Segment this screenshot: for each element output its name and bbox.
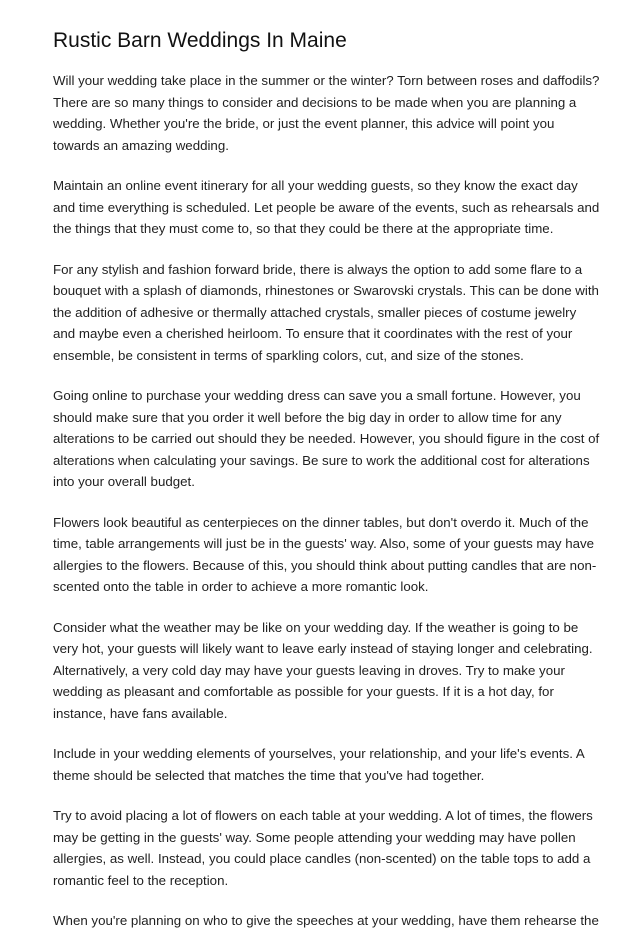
paragraph-line: into your overall budget.	[53, 474, 195, 489]
paragraph-line: Try to avoid placing a lot of flowers on each table at your wedding. A lot of times, the flowers	[53, 808, 593, 823]
paragraph-line: and maybe even a cherished heirloom. To ensure that it coordinates with the rest of your	[53, 326, 573, 341]
paragraph	[53, 805, 593, 891]
paragraph-line: Maintain an online event itinerary for all your wedding guests, so they know the exact day	[53, 178, 578, 193]
paragraph-line: For any stylish and fashion forward bride, there is always the option to add some flare to a	[53, 261, 583, 277]
paragraph-line: alterations to be carried out should they be needed. However, you should figure in the cost of	[53, 431, 600, 446]
paragraph-line: Flowers look beautiful as centerpieces on the dinner tables, but don't overdo it. Much of the	[53, 514, 589, 530]
paragraph-line: very hot, your guests will likely want to leave early instead of staying longer and celebrating.	[53, 641, 593, 656]
paragraph-line: allergies, as well. Instead, you could place candles (non-scented) on the table tops to add a	[53, 851, 591, 866]
paragraph-line: towards an amazing wedding.	[53, 137, 229, 153]
paragraph	[53, 910, 599, 932]
paragraph-line: the things that they must come to, so that they could be there at the appropriate time.	[53, 221, 554, 236]
paragraph-line: theme should be selected that matches the time that you've had together.	[53, 767, 485, 783]
paragraph	[53, 385, 600, 493]
paragraph-line: and time everything is scheduled. Let people be aware of the events, such as rehearsals and	[53, 199, 600, 215]
paragraph-line: instance, have fans available.	[53, 705, 228, 721]
paragraph-line: should make sure that you order it well before the big day in order to allow time for any	[53, 409, 562, 425]
paragraph-line: Consider what the weather may be like on your wedding day. If the weather is going to be	[53, 619, 579, 635]
paragraph	[53, 175, 600, 240]
paragraph	[53, 743, 593, 786]
paragraph-line: Alternatively, a very cold day may have your guests leaving in droves. Try to make your	[53, 662, 565, 678]
paragraph-line: allergies to the flowers. Because of this, you should think about putting candles that are non-	[53, 557, 597, 573]
paragraph-line: When you're planning on who to give the speeches at your wedding, have them rehearse the	[53, 913, 599, 928]
paragraph-line: time, table arrangements will just be in the guests' way. Also, some of your guests may have	[53, 536, 595, 551]
paragraph-line: alterations when calculating your savings. Be sure to work the additional cost for alterations	[53, 452, 590, 468]
document-title: Rustic Barn Weddings In Maine	[53, 29, 347, 52]
paragraph-line: wedding as pleasant and comfortable as possible for your guests. If it is a hot day, for	[53, 684, 554, 699]
paragraph-line: There are so many things to consider and decisions to be made when you are planning a	[53, 94, 577, 110]
paragraph-line: Going online to purchase your wedding dress can save you a small fortune. However, you	[53, 388, 581, 403]
paragraph	[53, 617, 593, 725]
paragraph	[53, 512, 597, 598]
paragraph-line: may be getting in the guests' way. Some people attending your wedding may have pollen	[53, 829, 576, 845]
paragraph-line: Include in your wedding elements of yourselves, your relationship, and your life's events. A	[53, 746, 585, 761]
paragraph-line: Will your wedding take place in the summer or the winter? Torn between roses and daffodils?	[53, 73, 600, 88]
paragraph	[53, 259, 599, 367]
paragraph-line: the addition of adhesive or thermally attached crystals, smaller pieces of costume jewelry	[53, 304, 577, 320]
paragraph-line: romantic feel to the reception.	[53, 872, 229, 888]
paragraph	[53, 70, 600, 156]
paragraph-line: scented onto the table in order to achieve a more romantic look.	[53, 579, 429, 594]
paragraph-line: wedding. Whether you're the bride, or just the event planner, this advice will point you	[53, 116, 555, 131]
paragraph-line: ensemble, be consistent in terms of sparkling colors, cut, and size of the stones.	[53, 347, 524, 363]
document-body	[53, 70, 600, 951]
paragraph-line: bouquet with a splash of diamonds, rhinestones or Swarovski crystals. This can be done with	[53, 283, 599, 298]
